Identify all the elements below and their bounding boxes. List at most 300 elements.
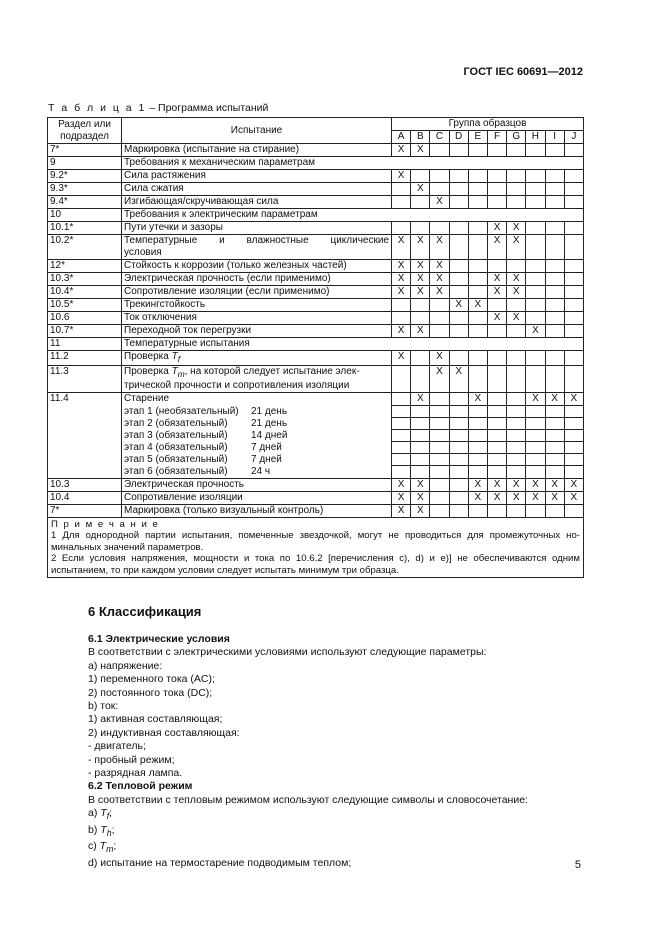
- group-cell: [468, 418, 487, 430]
- group-cell: [392, 466, 411, 479]
- group-mark: [545, 144, 564, 157]
- test-name: Электрическая прочность: [122, 478, 392, 491]
- group-mark: [430, 393, 449, 406]
- group-mark: [487, 260, 506, 273]
- section-number: 10.4*: [48, 286, 122, 299]
- test-name: Сила растяжения: [122, 170, 392, 183]
- section-number: 10: [48, 209, 122, 222]
- group-cell: [449, 430, 468, 442]
- group-mark: X: [411, 286, 430, 299]
- table-row: [48, 491, 584, 504]
- group-mark: X: [392, 478, 411, 491]
- group-mark: [564, 351, 583, 366]
- section-6-1-title: 6.1 Электрические условия: [88, 633, 230, 645]
- group-mark: [449, 491, 468, 504]
- group-mark: X: [507, 478, 526, 491]
- table-row: [48, 393, 584, 406]
- group-cell: [545, 406, 564, 418]
- aging-stage-row: [48, 430, 584, 442]
- test-name: Проверка $T_f$: [122, 351, 392, 366]
- section-number: 10.2*: [48, 235, 122, 260]
- group-mark: [507, 183, 526, 196]
- group-cell: [411, 466, 430, 479]
- group-mark: [507, 325, 526, 338]
- table-row: [48, 235, 584, 260]
- test-name: Стойкость к коррозии (только железных частей): [122, 260, 392, 273]
- group-mark: [545, 170, 564, 183]
- section-number: 10.1*: [48, 222, 122, 235]
- group-header: G: [507, 131, 526, 144]
- group-mark: X: [507, 235, 526, 260]
- group-mark: X: [392, 235, 411, 260]
- group-mark: [507, 144, 526, 157]
- group-mark: [449, 351, 468, 366]
- group-mark: [430, 478, 449, 491]
- group-mark: X: [468, 393, 487, 406]
- group-cell: [526, 466, 545, 479]
- table-row: [48, 351, 584, 366]
- section-6-2-title: 6.2 Тепловой режим: [88, 780, 193, 793]
- group-mark: [507, 393, 526, 406]
- group-mark: [507, 170, 526, 183]
- test-name: Электрическая прочность (если применимо): [122, 273, 392, 286]
- section-number: 11: [48, 338, 122, 351]
- group-mark: [487, 170, 506, 183]
- table-row: [48, 286, 584, 299]
- section-number: 10.3*: [48, 273, 122, 286]
- group-header: A: [392, 131, 411, 144]
- section-number: 7*: [48, 144, 122, 157]
- group-mark: X: [507, 222, 526, 235]
- group-mark: [411, 351, 430, 366]
- group-mark: X: [392, 351, 411, 366]
- aging-stage-row: [48, 406, 584, 418]
- group-mark: X: [487, 222, 506, 235]
- group-mark: X: [411, 491, 430, 504]
- group-mark: [411, 312, 430, 325]
- group-mark: X: [545, 491, 564, 504]
- group-mark: [545, 196, 564, 209]
- section-line: - пробный режим;: [88, 753, 175, 766]
- group-cell: [545, 418, 564, 430]
- aging-stage-row: [48, 466, 584, 479]
- group-cell: [564, 430, 583, 442]
- group-mark: [468, 366, 487, 393]
- group-cell: [392, 406, 411, 418]
- group-mark: [392, 393, 411, 406]
- group-cell: [507, 442, 526, 454]
- group-cell: [392, 418, 411, 430]
- group-mark: [564, 235, 583, 260]
- section-number: 9.3*: [48, 183, 122, 196]
- group-mark: [564, 260, 583, 273]
- group-mark: X: [411, 144, 430, 157]
- group-mark: X: [449, 366, 468, 393]
- group-mark: [487, 393, 506, 406]
- group-mark: [449, 504, 468, 517]
- group-mark: [526, 299, 545, 312]
- group-cell: [430, 406, 449, 418]
- group-cell: [411, 418, 430, 430]
- section-6-title: 6 Классификация: [88, 604, 202, 619]
- group-cell: [449, 418, 468, 430]
- group-mark: X: [430, 286, 449, 299]
- group-mark: X: [526, 393, 545, 406]
- group-mark: [449, 260, 468, 273]
- group-mark: X: [526, 325, 545, 338]
- group-mark: [468, 235, 487, 260]
- group-mark: [526, 366, 545, 393]
- group-mark: X: [392, 491, 411, 504]
- aging-stage: этап 5 (обязательный) 7 дней: [122, 454, 392, 466]
- group-mark: [430, 144, 449, 157]
- group-mark: X: [411, 273, 430, 286]
- group-mark: [430, 491, 449, 504]
- group-mark: [545, 273, 564, 286]
- group-cell: [430, 430, 449, 442]
- group-mark: [526, 170, 545, 183]
- section-number: 9: [48, 157, 122, 170]
- group-mark: [468, 144, 487, 157]
- section-line: - разрядная лампа.: [88, 767, 183, 780]
- group-mark: [468, 312, 487, 325]
- group-mark: [449, 325, 468, 338]
- aging-stage-row: [48, 442, 584, 454]
- group-mark: [430, 222, 449, 235]
- group-mark: [545, 235, 564, 260]
- group-mark: X: [411, 393, 430, 406]
- group-mark: [526, 235, 545, 260]
- group-mark: [564, 325, 583, 338]
- group-header: I: [545, 131, 564, 144]
- section-number: 11.2: [48, 351, 122, 366]
- group-cell: [526, 418, 545, 430]
- group-mark: [411, 196, 430, 209]
- group-cell: [468, 454, 487, 466]
- group-mark: [468, 260, 487, 273]
- group-mark: [487, 366, 506, 393]
- group-cell: [526, 454, 545, 466]
- table-row: [48, 196, 584, 209]
- section-6-2-last: d) испытание на термостарение подводимым теплом;: [88, 856, 352, 869]
- section-number: 10.4: [48, 491, 122, 504]
- symbol-item: a) $T_f$;: [88, 807, 113, 822]
- group-cell: [507, 466, 526, 479]
- group-mark: [449, 478, 468, 491]
- group-cell: [430, 466, 449, 479]
- group-mark: [430, 504, 449, 517]
- table-row: [48, 312, 584, 325]
- group-cell: [449, 442, 468, 454]
- group-header: H: [526, 131, 545, 144]
- group-mark: [564, 183, 583, 196]
- table-row: [48, 209, 584, 222]
- group-mark: [564, 299, 583, 312]
- group-header: E: [468, 131, 487, 144]
- test-name: Изгибающая/скручивающая сила: [122, 196, 392, 209]
- aging-stage: этап 6 (обязательный) 24 ч: [122, 466, 392, 479]
- section-6-1: [88, 633, 528, 870]
- group-header: D: [449, 131, 468, 144]
- group-mark: [392, 196, 411, 209]
- group-heading: Температурные испытания: [122, 338, 584, 351]
- group-mark: [449, 196, 468, 209]
- group-mark: [526, 196, 545, 209]
- group-mark: [468, 196, 487, 209]
- group-mark: [392, 366, 411, 393]
- group-mark: [487, 504, 506, 517]
- group-mark: [430, 325, 449, 338]
- group-cell: [392, 454, 411, 466]
- group-mark: [487, 325, 506, 338]
- aging-stage: этап 2 (обязательный) 21 день: [122, 418, 392, 430]
- group-cell: [545, 442, 564, 454]
- group-mark: [392, 299, 411, 312]
- group-mark: X: [392, 260, 411, 273]
- group-mark: [526, 273, 545, 286]
- group-mark: X: [392, 273, 411, 286]
- group-cell: [430, 442, 449, 454]
- table-notes: П р и м е ч а н и е 1 Для однородной партии испытания, помеченные звездочкой, могут не проводиться для промежуточных но- минальных значений параметров. 2 Если условия напряжения, мощности и тока по 10.6.2 [перечисления c), d) и e)] не обеспечиваются одним испытанием, то при каждом условии следует испытать минимум три образца.: [48, 517, 584, 578]
- table-row: [48, 504, 584, 517]
- test-name: Пути утечки и зазоры: [122, 222, 392, 235]
- section-line: 1) активная составляющая;: [88, 713, 223, 726]
- group-cell: [564, 442, 583, 454]
- group-mark: X: [507, 286, 526, 299]
- group-mark: [526, 222, 545, 235]
- group-mark: X: [411, 504, 430, 517]
- group-mark: [468, 183, 487, 196]
- section-line: b) ток:: [88, 700, 119, 713]
- aging-stage: этап 4 (обязательный) 7 дней: [122, 442, 392, 454]
- group-mark: [564, 286, 583, 299]
- test-name: Переходной ток перегрузки: [122, 325, 392, 338]
- test-name: Трекингстойкость: [122, 299, 392, 312]
- group-mark: X: [468, 478, 487, 491]
- group-mark: [468, 325, 487, 338]
- group-mark: [564, 366, 583, 393]
- group-mark: X: [392, 286, 411, 299]
- section-line: 2) постоянного тока (DC);: [88, 686, 213, 699]
- group-cell: [507, 430, 526, 442]
- group-cell: [564, 454, 583, 466]
- group-header: J: [564, 131, 583, 144]
- section-line: - двигатель;: [88, 740, 146, 753]
- group-mark: [449, 183, 468, 196]
- group-mark: [545, 325, 564, 338]
- group-cell: [545, 466, 564, 479]
- group-mark: [468, 504, 487, 517]
- group-mark: [545, 183, 564, 196]
- group-mark: [430, 312, 449, 325]
- group-mark: [526, 286, 545, 299]
- col-header-test: Испытание: [122, 118, 392, 144]
- group-mark: [392, 183, 411, 196]
- aging-stage-row: [48, 418, 584, 430]
- group-mark: [468, 351, 487, 366]
- section-number: 10.3: [48, 478, 122, 491]
- group-mark: [449, 393, 468, 406]
- test-name: Сила сжатия: [122, 183, 392, 196]
- group-mark: [507, 299, 526, 312]
- group-mark: [468, 170, 487, 183]
- group-mark: [526, 312, 545, 325]
- group-mark: X: [487, 273, 506, 286]
- group-cell: [564, 406, 583, 418]
- test-name: Старение: [122, 393, 392, 406]
- group-mark: X: [507, 491, 526, 504]
- table-row: [48, 338, 584, 351]
- group-mark: X: [564, 491, 583, 504]
- group-cell: [487, 466, 506, 479]
- group-heading: Требования к механическим параметрам: [122, 157, 584, 170]
- table-row: [48, 325, 584, 338]
- group-mark: X: [430, 235, 449, 260]
- notes-row: [48, 517, 584, 578]
- aging-stage: этап 1 (необязательный) 21 день: [122, 406, 392, 418]
- group-mark: [545, 260, 564, 273]
- group-mark: X: [411, 183, 430, 196]
- group-header: B: [411, 131, 430, 144]
- group-mark: X: [411, 260, 430, 273]
- group-mark: [526, 504, 545, 517]
- table-caption: Т а б л и ц а 1 – Программа испытаний: [48, 102, 269, 114]
- group-header: F: [487, 131, 506, 144]
- group-mark: [392, 312, 411, 325]
- section-line: 2) индуктивная составляющая:: [88, 726, 240, 739]
- group-mark: [507, 504, 526, 517]
- group-cell: [487, 406, 506, 418]
- group-mark: [545, 312, 564, 325]
- group-cell: [545, 454, 564, 466]
- group-cell: [564, 418, 583, 430]
- group-mark: X: [564, 478, 583, 491]
- group-mark: [449, 170, 468, 183]
- group-mark: [392, 222, 411, 235]
- table-row: [48, 478, 584, 491]
- group-mark: X: [507, 312, 526, 325]
- section-number: 7*: [48, 504, 122, 517]
- group-cell: [487, 454, 506, 466]
- test-name: Температурные и влажностные циклические условия: [122, 235, 392, 260]
- group-mark: X: [564, 393, 583, 406]
- group-mark: X: [487, 235, 506, 260]
- group-cell: [507, 406, 526, 418]
- group-mark: [564, 273, 583, 286]
- group-cell: [507, 454, 526, 466]
- group-header: C: [430, 131, 449, 144]
- group-mark: [507, 351, 526, 366]
- group-mark: [468, 273, 487, 286]
- group-mark: [526, 351, 545, 366]
- table-row: [48, 144, 584, 157]
- section-number: 10.5*: [48, 299, 122, 312]
- group-mark: [468, 222, 487, 235]
- group-cell: [468, 442, 487, 454]
- group-mark: [545, 504, 564, 517]
- group-mark: [487, 299, 506, 312]
- group-mark: [545, 351, 564, 366]
- group-mark: [564, 222, 583, 235]
- group-mark: [526, 183, 545, 196]
- group-mark: X: [392, 170, 411, 183]
- group-cell: [526, 442, 545, 454]
- group-mark: X: [430, 260, 449, 273]
- group-mark: [449, 222, 468, 235]
- group-cell: [487, 442, 506, 454]
- section-number: 11.3: [48, 366, 122, 393]
- group-cell: [468, 430, 487, 442]
- page-number: 5: [574, 859, 581, 871]
- table-row: [48, 273, 584, 286]
- symbol-item: b) $T_h$;: [88, 823, 115, 838]
- table-row: [48, 170, 584, 183]
- group-mark: [411, 366, 430, 393]
- section-line: a) напряжение:: [88, 659, 163, 672]
- section-number: 9.2*: [48, 170, 122, 183]
- group-mark: [545, 366, 564, 393]
- symbol-item: c) $T_m$;: [88, 840, 117, 855]
- section-6-2-intro: В соответствии с тепловым режимом используют следующие символы и словосочетание:: [88, 793, 528, 806]
- group-mark: [487, 351, 506, 366]
- group-mark: [507, 366, 526, 393]
- test-program-table: [47, 117, 584, 578]
- group-mark: X: [487, 491, 506, 504]
- test-name: Сопротивление изоляции: [122, 491, 392, 504]
- table-row: [48, 222, 584, 235]
- group-mark: X: [487, 478, 506, 491]
- group-cell: [449, 406, 468, 418]
- group-cell: [392, 442, 411, 454]
- group-mark: X: [487, 312, 506, 325]
- group-mark: [449, 235, 468, 260]
- group-mark: X: [392, 144, 411, 157]
- section-number: 12*: [48, 260, 122, 273]
- group-cell: [411, 454, 430, 466]
- group-mark: X: [545, 393, 564, 406]
- test-name: Маркировка (только визуальный контроль): [122, 504, 392, 517]
- group-mark: X: [526, 491, 545, 504]
- group-mark: X: [468, 491, 487, 504]
- group-mark: X: [411, 235, 430, 260]
- group-mark: X: [430, 351, 449, 366]
- group-mark: [449, 312, 468, 325]
- group-mark: [545, 286, 564, 299]
- group-mark: X: [487, 286, 506, 299]
- group-cell: [564, 466, 583, 479]
- group-mark: X: [411, 325, 430, 338]
- group-heading: Требования к электрическим параметрам: [122, 209, 584, 222]
- group-mark: [564, 504, 583, 517]
- test-name: Проверка $T_m$, на которой следует испытание элек- трической прочности и сопротивления изоляции: [122, 366, 392, 393]
- col-header-group: Группа образцов: [392, 118, 584, 131]
- group-cell: [545, 430, 564, 442]
- group-mark: [526, 260, 545, 273]
- aging-stage: этап 3 (обязательный) 14 дней: [122, 430, 392, 442]
- group-mark: [468, 286, 487, 299]
- group-mark: [411, 299, 430, 312]
- group-mark: [430, 183, 449, 196]
- group-mark: [564, 144, 583, 157]
- group-cell: [487, 430, 506, 442]
- section-line: 1) переменного тока (AC);: [88, 673, 215, 686]
- table-row: [48, 260, 584, 273]
- group-mark: X: [430, 366, 449, 393]
- group-mark: [430, 170, 449, 183]
- group-mark: [449, 286, 468, 299]
- group-cell: [411, 406, 430, 418]
- group-mark: X: [545, 478, 564, 491]
